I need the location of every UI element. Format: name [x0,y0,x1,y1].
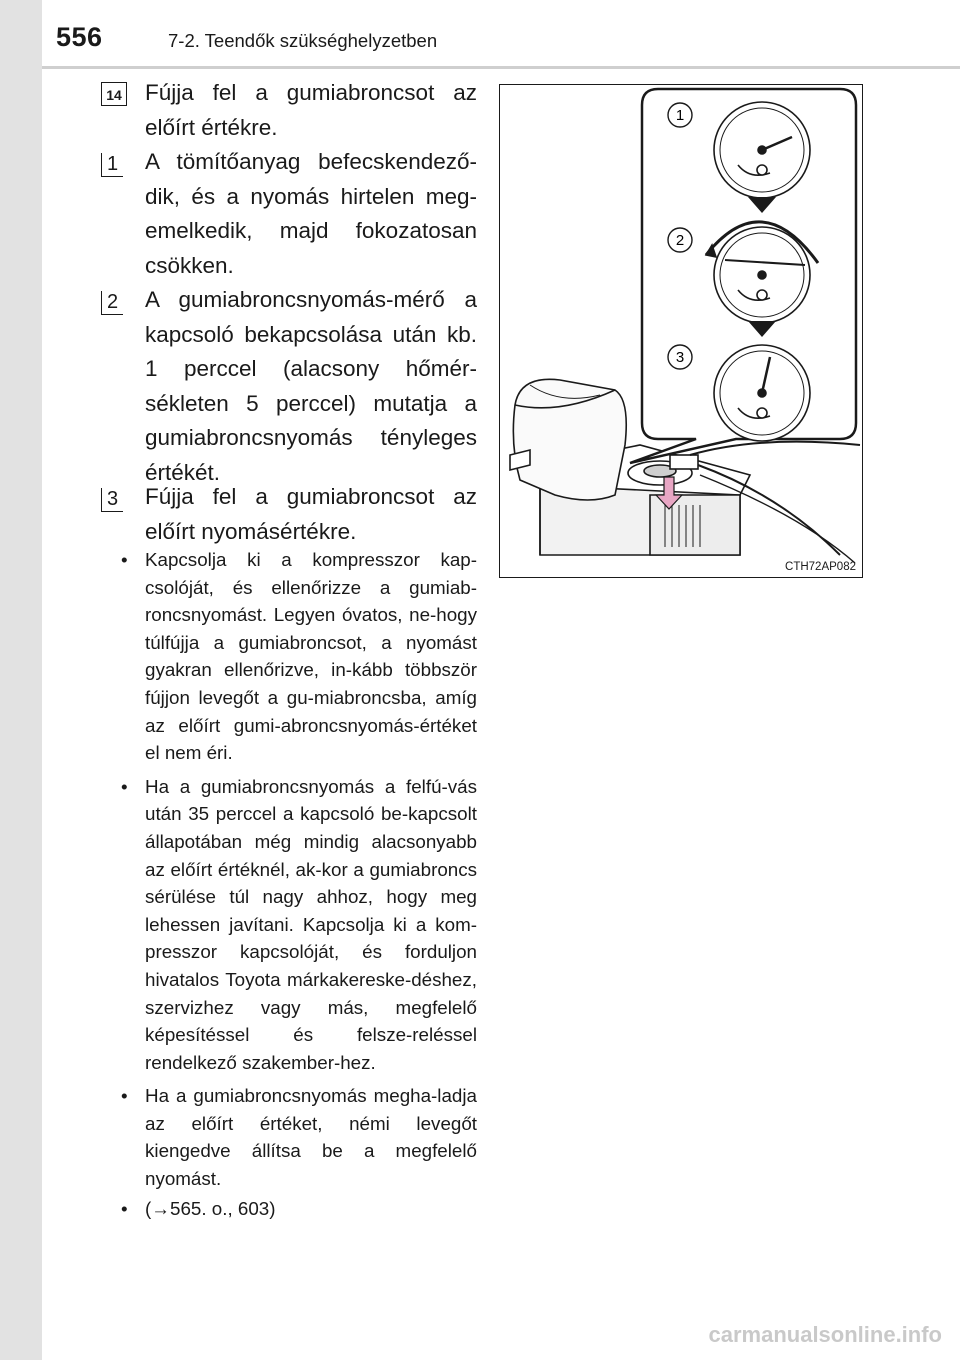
section-title: 7-2. Teendők szükséghelyzetben [168,30,438,51]
callout-label-2: 2 [675,232,685,249]
substep-text: A tömítőanyag befecskendező-dik, és a nyomás hirtelen meg-emelkedik, majd fokozatosan csökken. [145,149,477,278]
substep-number: 2 [101,291,123,315]
step-14 [101,76,477,145]
bullet-item: • Ha a gumiabroncsnyomás megha-ladja az előírt értéket, némi levegőt kiengedve állítsa be a megfelelő nyomást. [115,1082,477,1192]
substep-text: A gumiabroncsnyomás-mérő a kapcsoló bekapcsolása után kb. 1 perccel (alacsony hőmér-sékleten 5 perccel) mutatja a gumiabroncsnyomás tényleges értékét. [145,287,477,485]
substep-3 [101,480,477,549]
substep-2 [101,283,477,490]
figure-caption: CTH72AP082 [785,561,856,573]
page-reference [115,1195,477,1223]
substep-number: 1 [101,153,123,177]
bullet-item: • Ha a gumiabroncsnyomás a felfú-vás után 35 perccel a kapcsoló be-kapcsolt állapotában még mindig alacsonyabb az előírt értéknél, ak-kor a gumiabroncs sérülése túl nagy ahhoz, hogy meg lehessen javítani. Kapcsolja ki a kom-presszor kapcsolóját, és forduljon hivatalos Toyota márkakereske-déshez, szervizhez vagy más, megfelelő képesítéssel és felsze-reléssel rendelkező szakember-hez. [115,773,477,1077]
pressure-gauge-1 [714,102,810,198]
bullet-item: • Kapcsolja ki a kompresszor kap-csolóját, és ellenőrizze a gumiab-roncsnyomást. Legyen óvatos, ne-hogy túlfújja a gumiabroncsot, a nyomást gyakran ellenőrizve, in-kább többször fújjon levegőt a gu-miabroncsba, amíg az előírt gumi-abroncsnyomás-értéket el nem éri. [115,546,477,767]
bullet-list [115,546,477,1228]
substep-1 [101,145,477,283]
illustration [499,84,863,578]
substep-number: 3 [101,488,123,512]
page-number: 556 [56,22,103,52]
watermark: carmanualsonline.info [708,1322,942,1347]
step-text: Fújja fel a gumiabroncsot az előírt értékre. [145,80,477,140]
callout-label-1: 1 [675,107,685,124]
callout-label-3: 3 [675,349,685,366]
step-number: 14 [101,82,127,106]
reference-text: (→565. o., 603) [145,1197,276,1219]
header-divider [42,66,960,69]
page-side-bar [0,0,42,1360]
substep-text: Fújja fel a gumiabroncsot az előírt nyomásértékre. [145,484,477,544]
pressure-gauge-3 [714,345,810,441]
compressor-gauge-illustration [500,85,861,576]
